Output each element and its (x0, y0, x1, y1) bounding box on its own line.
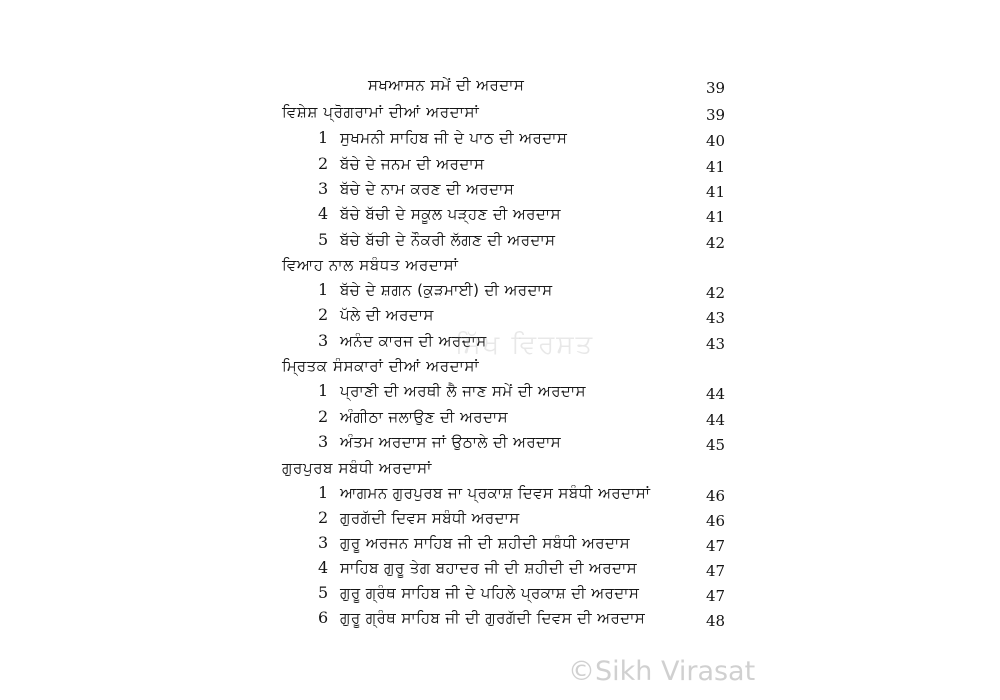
toc-entry-title: ਸਖਆਸਨ ਸਮੇਂ ਦੀ ਅਰਦਾਸ (368, 76, 525, 94)
toc-entry (318, 530, 730, 556)
toc-entry-title: ਗੁਰੂ ਗ੍ਰੰਥ ਸਾਹਿਬ ਜੀ ਦੇ ਪਹਿਲੇ ਪ੍ਰਕਾਸ਼ ਦੀ ਅਰਦਾਸ (340, 584, 640, 602)
toc-page-number: 42 (706, 284, 726, 302)
toc-section-heading (282, 99, 730, 125)
toc-page-number: 43 (706, 335, 726, 353)
toc-entry-title: ਆਗਮਨ ਗੁਰਪੁਰਬ ਜਾ ਪ੍ਰਕਾਸ਼ ਦਿਵਸ ਸਬੰਧੀ ਅਰਦਾਸਾਂ (340, 484, 651, 502)
toc-page-number: 47 (706, 537, 726, 555)
toc-page-number: 46 (706, 512, 726, 530)
toc-entry-number: 3 (318, 331, 329, 350)
toc-entry (318, 227, 730, 253)
watermark-center: ਸਿੱਖ ਵਿਰਸਤ (455, 330, 595, 360)
toc-entry-number: 1 (318, 128, 329, 147)
toc-entry-number: 2 (318, 508, 329, 527)
toc-page-number: 40 (706, 132, 726, 150)
toc-entry (318, 151, 730, 177)
toc-entry-number: 3 (318, 432, 329, 451)
toc-entry (318, 302, 730, 328)
toc-entry-number: 3 (318, 179, 329, 198)
toc-entry-title: ਪੱਲੇ ਦੀ ਅਰਦਾਸ (340, 306, 434, 324)
toc-entry-number: 5 (318, 583, 329, 602)
toc-entry (318, 505, 730, 531)
toc-page-number: 47 (706, 562, 726, 580)
toc-entry (318, 277, 730, 303)
toc-entry-title: ਬੱਚੇ ਦੇ ਨਾਮ ਕਰਣ ਦੀ ਅਰਦਾਸ (340, 180, 515, 198)
toc-page-number: 43 (706, 309, 726, 327)
toc-entry-number: 5 (318, 230, 329, 249)
toc-entry (318, 72, 730, 98)
toc-entry-title: ਅਨੰਦ ਕਾਰਜ ਦੀ ਅਰਦਾਸ (340, 332, 487, 350)
toc-entry-number: 6 (318, 608, 329, 627)
toc-page-number: 46 (706, 487, 726, 505)
toc-page-number: 44 (706, 411, 726, 429)
toc-entry-title: ਬੱਚੇ ਬੱਚੀ ਦੇ ਨੌਕਰੀ ਲੱਗਣ ਦੀ ਅਰਦਾਸ (340, 231, 556, 249)
toc-entry (318, 176, 730, 202)
section-heading-title: ਵਿਆਹ ਨਾਲ ਸਬੰਧਤ ਅਰਦਾਸਾਂ (282, 256, 459, 274)
toc-page-number: 39 (706, 106, 726, 124)
toc-entry-title: ਸੁਖਮਨੀ ਸਾਹਿਬ ਜੀ ਦੇ ਪਾਠ ਦੀ ਅਰਦਾਸ (340, 129, 568, 147)
toc-entry (318, 605, 730, 631)
watermark-copyright: ©Sikh Virasat (568, 656, 756, 687)
toc-page-number: 44 (706, 385, 726, 403)
section-heading-title: ਗੁਰਪੁਰਬ ਸਬੰਧੀ ਅਰਦਾਸਾਂ (282, 459, 432, 477)
toc-page-number: 41 (706, 183, 726, 201)
toc-entry (318, 580, 730, 606)
section-heading-title: ਮ੍ਰਿਤਕ ਸੰਸਕਾਰਾਂ ਦੀਆਂ ਅਰਦਾਸਾਂ (282, 357, 480, 375)
toc-entry-number: 2 (318, 154, 329, 173)
toc-section-heading (282, 455, 730, 481)
toc-entry (318, 378, 730, 404)
toc-page-number: 39 (706, 79, 726, 97)
toc-entry-title: ਬੱਚੇ ਦੇ ਸ਼ਗਨ (ਕੁੜਮਾਈ) ਦੀ ਅਰਦਾਸ (340, 281, 553, 299)
toc-entry-title: ਪ੍ਰਾਣੀ ਦੀ ਅਰਥੀ ਲੈ ਜਾਣ ਸਮੇਂ ਦੀ ਅਰਦਾਸ (340, 382, 586, 400)
toc-entry-title: ਗੁਰਗੱਦੀ ਦਿਵਸ ਸਬੰਧੀ ਅਰਦਾਸ (340, 509, 520, 527)
toc-entry-title: ਬੱਚੇ ਦੇ ਜਨਮ ਦੀ ਅਰਦਾਸ (340, 155, 485, 173)
toc-entry-number: 3 (318, 533, 329, 552)
toc-section-heading (282, 252, 730, 278)
toc-entry (318, 404, 730, 430)
toc-entry-number: 2 (318, 407, 329, 426)
toc-entry-title: ਗੁਰੂ ਗ੍ਰੰਥ ਸਾਹਿਬ ਜੀ ਦੀ ਗੁਰਗੱਦੀ ਦਿਵਸ ਦੀ ਅਰਦਾਸ (340, 609, 646, 627)
toc-entry-title: ਗੁਰੂ ਅਰਜਨ ਸਾਹਿਬ ਜੀ ਦੀ ਸ਼ਹੀਦੀ ਸਬੰਧੀ ਅਰਦਾਸ (340, 534, 631, 552)
toc-entry-number: 1 (318, 280, 329, 299)
toc-entry (318, 429, 730, 455)
toc-entry (318, 555, 730, 581)
toc-page-number: 45 (706, 436, 726, 454)
toc-entry-number: 1 (318, 381, 329, 400)
toc-entry-number: 4 (318, 204, 329, 223)
toc-entry-title: ਬੱਚੇ ਬੱਚੀ ਦੇ ਸਕੂਲ ਪੜ੍ਹਣ ਦੀ ਅਰਦਾਸ (340, 205, 561, 223)
toc-entry-number: 1 (318, 483, 329, 502)
toc-page-number: 48 (706, 612, 726, 630)
toc-entry (318, 125, 730, 151)
toc-page-number: 42 (706, 234, 726, 252)
toc-page-number: 47 (706, 587, 726, 605)
toc-entry (318, 480, 730, 506)
toc-entry (318, 201, 730, 227)
toc-page-number: 41 (706, 158, 726, 176)
toc-entry-title: ਅੰਗੀਠਾ ਜਲਾਉਣ ਦੀ ਅਰਦਾਸ (340, 408, 508, 426)
toc-entry-title: ਸਾਹਿਬ ਗੁਰੂ ਤੇਗ ਬਹਾਦਰ ਜੀ ਦੀ ਸ਼ਹੀਦੀ ਦੀ ਅਰਦਾਸ (340, 559, 638, 577)
toc-entry-number: 2 (318, 305, 329, 324)
toc-entry-number: 4 (318, 558, 329, 577)
section-heading-title: ਵਿਸ਼ੇਸ਼ ਪ੍ਰੋਗਰਾਮਾਂ ਦੀਆਂ ਅਰਦਾਸਾਂ (282, 103, 480, 121)
toc-entry-title: ਅੰਤਮ ਅਰਦਾਸ ਜਾਂ ਉਠਾਲੇ ਦੀ ਅਰਦਾਸ (340, 433, 562, 451)
toc-page-number: 41 (706, 208, 726, 226)
